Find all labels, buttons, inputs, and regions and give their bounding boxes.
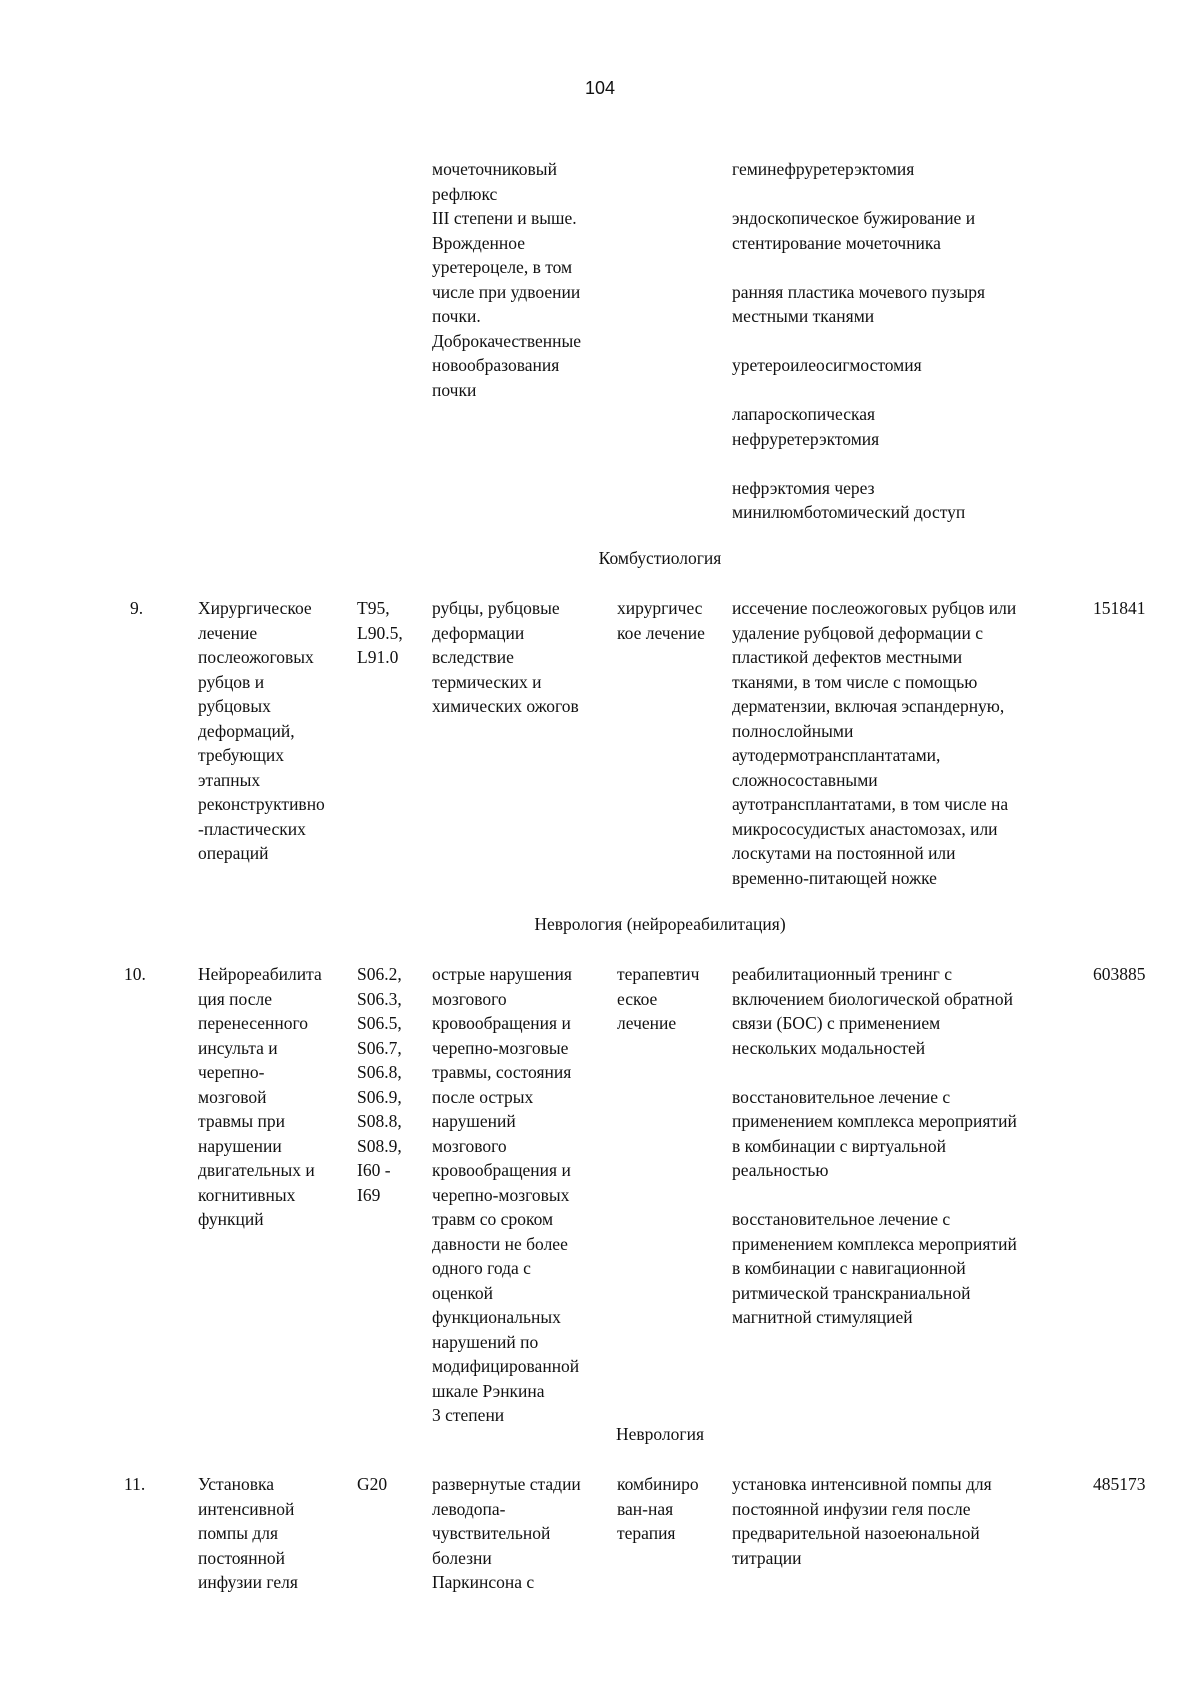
treatment-item: восстановительное лечение с применением комплекса мероприятий в комбинации с навигационной ритмической транскраниальной магнитной стимуляцией xyxy=(732,1209,1017,1327)
section-heading-neuro-rehab: Неврология (нейрореабилитация) xyxy=(534,914,786,934)
row-number: 11. xyxy=(124,1474,146,1494)
treatment-item: восстановительное лечение с применением комплекса мероприятий в комбинации с виртуальной реальностью xyxy=(732,1086,1017,1180)
row-diagnosis: рубцы, рубцовые деформации вследствие термических и химических ожогов xyxy=(432,598,579,716)
treatment-item: нефрэктомия через минилюмботомический доступ xyxy=(732,477,966,522)
continuation-treatments xyxy=(732,157,1077,549)
treatment-item: установка интенсивной помпы для постоянной инфузии геля после предварительной назоеюнальной титрации xyxy=(732,1474,992,1568)
row-codes: T95, L90.5, L91.0 xyxy=(357,598,403,667)
row-treatments xyxy=(732,962,1077,1354)
row-name: Установка интенсивной помпы для постоянной инфузии геля xyxy=(198,1474,298,1592)
row-codes: S06.2, S06.3, S06.5, S06.7, S06.8, S06.9, S08.8, S08.9, I60 - I69 xyxy=(357,964,402,1205)
row-cost: 485173 xyxy=(1093,1474,1146,1494)
treatment-item: ранняя пластика мочевого пузыря местными тканями xyxy=(732,281,986,326)
row-name: Нейрореабилита ция после перенесенного инсульта и черепно- мозговой травмы при нарушении двигательных и когнитивных функций xyxy=(198,964,322,1229)
continuation-diagnosis: мочеточниковый рефлюкс III степени и выше. Врожденное уретероцеле, в том числе при удвоении почки. Доброкачественные новообразования почки xyxy=(432,159,581,400)
row-cost: 151841 xyxy=(1093,598,1146,618)
row-cost: 603885 xyxy=(1093,964,1146,984)
treatment-item: эндоскопическое бужирование и стентирование мочеточника xyxy=(732,208,976,253)
treatment-item: лапароскопическая нефруретерэктомия xyxy=(732,404,880,449)
row-number: 9. xyxy=(130,598,144,618)
treatment-item: реабилитационный тренинг с включением биологической обратной связи (БОС) с применением нескольких модальностей xyxy=(732,964,1013,1058)
section-heading-combustiology: Комбустиология xyxy=(598,548,722,568)
row-codes: G20 xyxy=(357,1474,388,1494)
page-number: 104 xyxy=(584,78,616,98)
row-diagnosis: развернутые стадии леводопа- чувствительной болезни Паркинсона с xyxy=(432,1474,581,1592)
row-name: Хирургическое лечение послеожоговых рубцов и рубцовых деформаций, требующих этапных реконструктивно -пластических операций xyxy=(198,598,325,863)
row-treatment-type: комбиниро ван-ная терапия xyxy=(617,1474,699,1543)
treatment-item: иссечение послеожоговых рубцов или удаление рубцовой деформации с пластикой дефектов местными тканями, в том числе с помощью дерматензии, включая эспандерную, полнослойными аутодермотрансплантатами, сложносоставными аутотрансплантатами, в том числе на микрососудистых анастомозах, или лоскутами на постоянной или временно-питающей ножке xyxy=(732,598,1017,888)
treatment-item: геминефруретерэктомия xyxy=(732,159,915,179)
row-diagnosis: острые нарушения мозгового кровообращения и черепно-мозговые травмы, состояния после острых нарушений мозгового кровообращения и черепно-мозговых травм со сроком давности не более одного года с оценкой функциональных нарушений по модифицированной шкале Рэнкина 3 степени xyxy=(432,964,580,1425)
section-heading-neurology: Неврология xyxy=(615,1424,704,1444)
treatment-item: уретероилеосигмостомия xyxy=(732,355,922,375)
row-treatment-type: хирургичес кое лечение xyxy=(617,598,705,643)
row-treatments xyxy=(732,596,1077,915)
row-treatments xyxy=(732,1472,1077,1595)
row-treatment-type: терапевтич еское лечение xyxy=(617,964,700,1033)
row-number: 10. xyxy=(124,964,146,984)
